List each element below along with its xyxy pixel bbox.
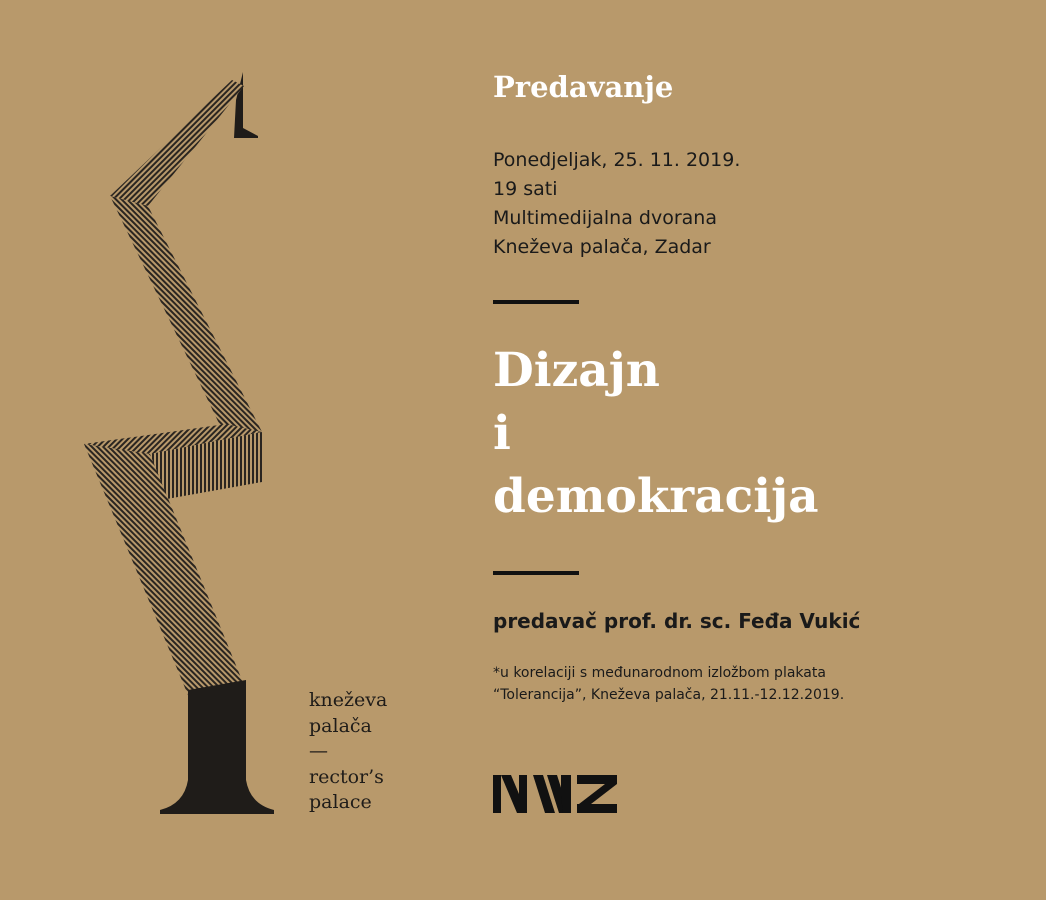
brand-line: palace <box>309 791 372 813</box>
event-date: Ponedjeljak, 25. 11. 2019. <box>493 149 741 171</box>
brand-line: — <box>309 740 328 762</box>
title-line: i <box>493 406 511 461</box>
brand-line: rector’s <box>309 765 384 788</box>
nmz-logo-icon <box>493 775 617 813</box>
divider <box>493 571 579 575</box>
zigzag-numeral-one-icon <box>0 0 300 900</box>
footnote-line: “Tolerancija”, Kneževa palača, 21.11.-12.12.2019. <box>493 687 845 703</box>
brand-line: kneževa <box>309 689 388 711</box>
event-time: 19 sati <box>493 178 558 200</box>
event-location: Kneževa palača, Zadar <box>493 236 711 258</box>
brand-wordmark <box>309 688 387 816</box>
event-details <box>493 146 740 262</box>
footnote <box>493 662 844 706</box>
event-venue: Multimedijalna dvorana <box>493 207 717 229</box>
brand-line: palača <box>309 714 372 737</box>
footnote-line: *u korelaciji s međunarodnom izložbom plakata <box>493 665 826 681</box>
lecture-title <box>493 339 819 528</box>
divider <box>493 300 579 304</box>
title-line: demokracija <box>493 469 819 524</box>
lecturer-name: predavač prof. dr. sc. Feđa Vukić <box>493 609 861 633</box>
title-line: Dizajn <box>493 343 660 398</box>
event-type-heading: Predavanje <box>493 70 674 104</box>
